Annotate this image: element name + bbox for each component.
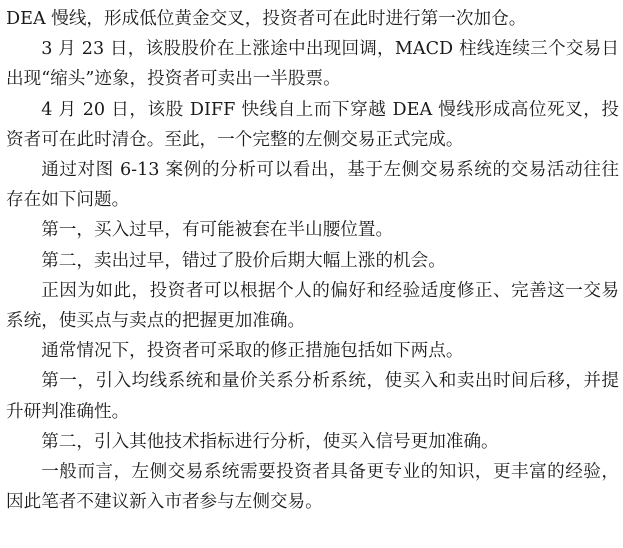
paragraph: 一般而言，左侧交易系统需要投资者具备更专业的知识，更丰富的经验，因此笔者不建议新入市者参与左侧交易。 (6, 462, 619, 513)
paragraph: 第二，卖出过早，错过了股价后期大幅上涨的机会。 (41, 250, 446, 271)
paragraph: 4 月 20 日，该股 DIFF 快线自上而下穿越 DEA 慢线形成高位死叉，投资者可在此时清仓。至此，一个完整的左侧交易正式完成。 (6, 99, 619, 150)
paragraph: DEA 慢线，形成低位黄金交叉，投资者可在此时进行第一次加仓。 (6, 9, 527, 29)
paragraph: 通常情况下，投资者可采取的修正措施包括如下两点。 (41, 341, 464, 362)
paragraph: 通过对图 6-13 案例的分析可以看出，基于左侧交易系统的交易活动往往存在如下问题。 (6, 160, 619, 211)
paragraph: 第二，引入其他技术指标进行分析，使买入信号更加准确。 (41, 431, 499, 452)
paragraph: 第一，引入均线系统和量价关系分析系统，使买入和卖出时间后移，并提升研判准确性。 (6, 371, 619, 422)
paragraph: 第一，买入过早，有可能被套在半山腰位置。 (41, 220, 394, 241)
paragraph: 正因为如此，投资者可以根据个人的偏好和经验适度修正、完善这一交易系统，使买点与卖点的把握更加准确。 (6, 280, 619, 332)
paragraph: 3 月 23 日，该股股价在上涨途中出现回调，MACD 柱线连续三个交易日出现“缩头”迹象，投资者可卖出一半股票。 (6, 39, 619, 90)
